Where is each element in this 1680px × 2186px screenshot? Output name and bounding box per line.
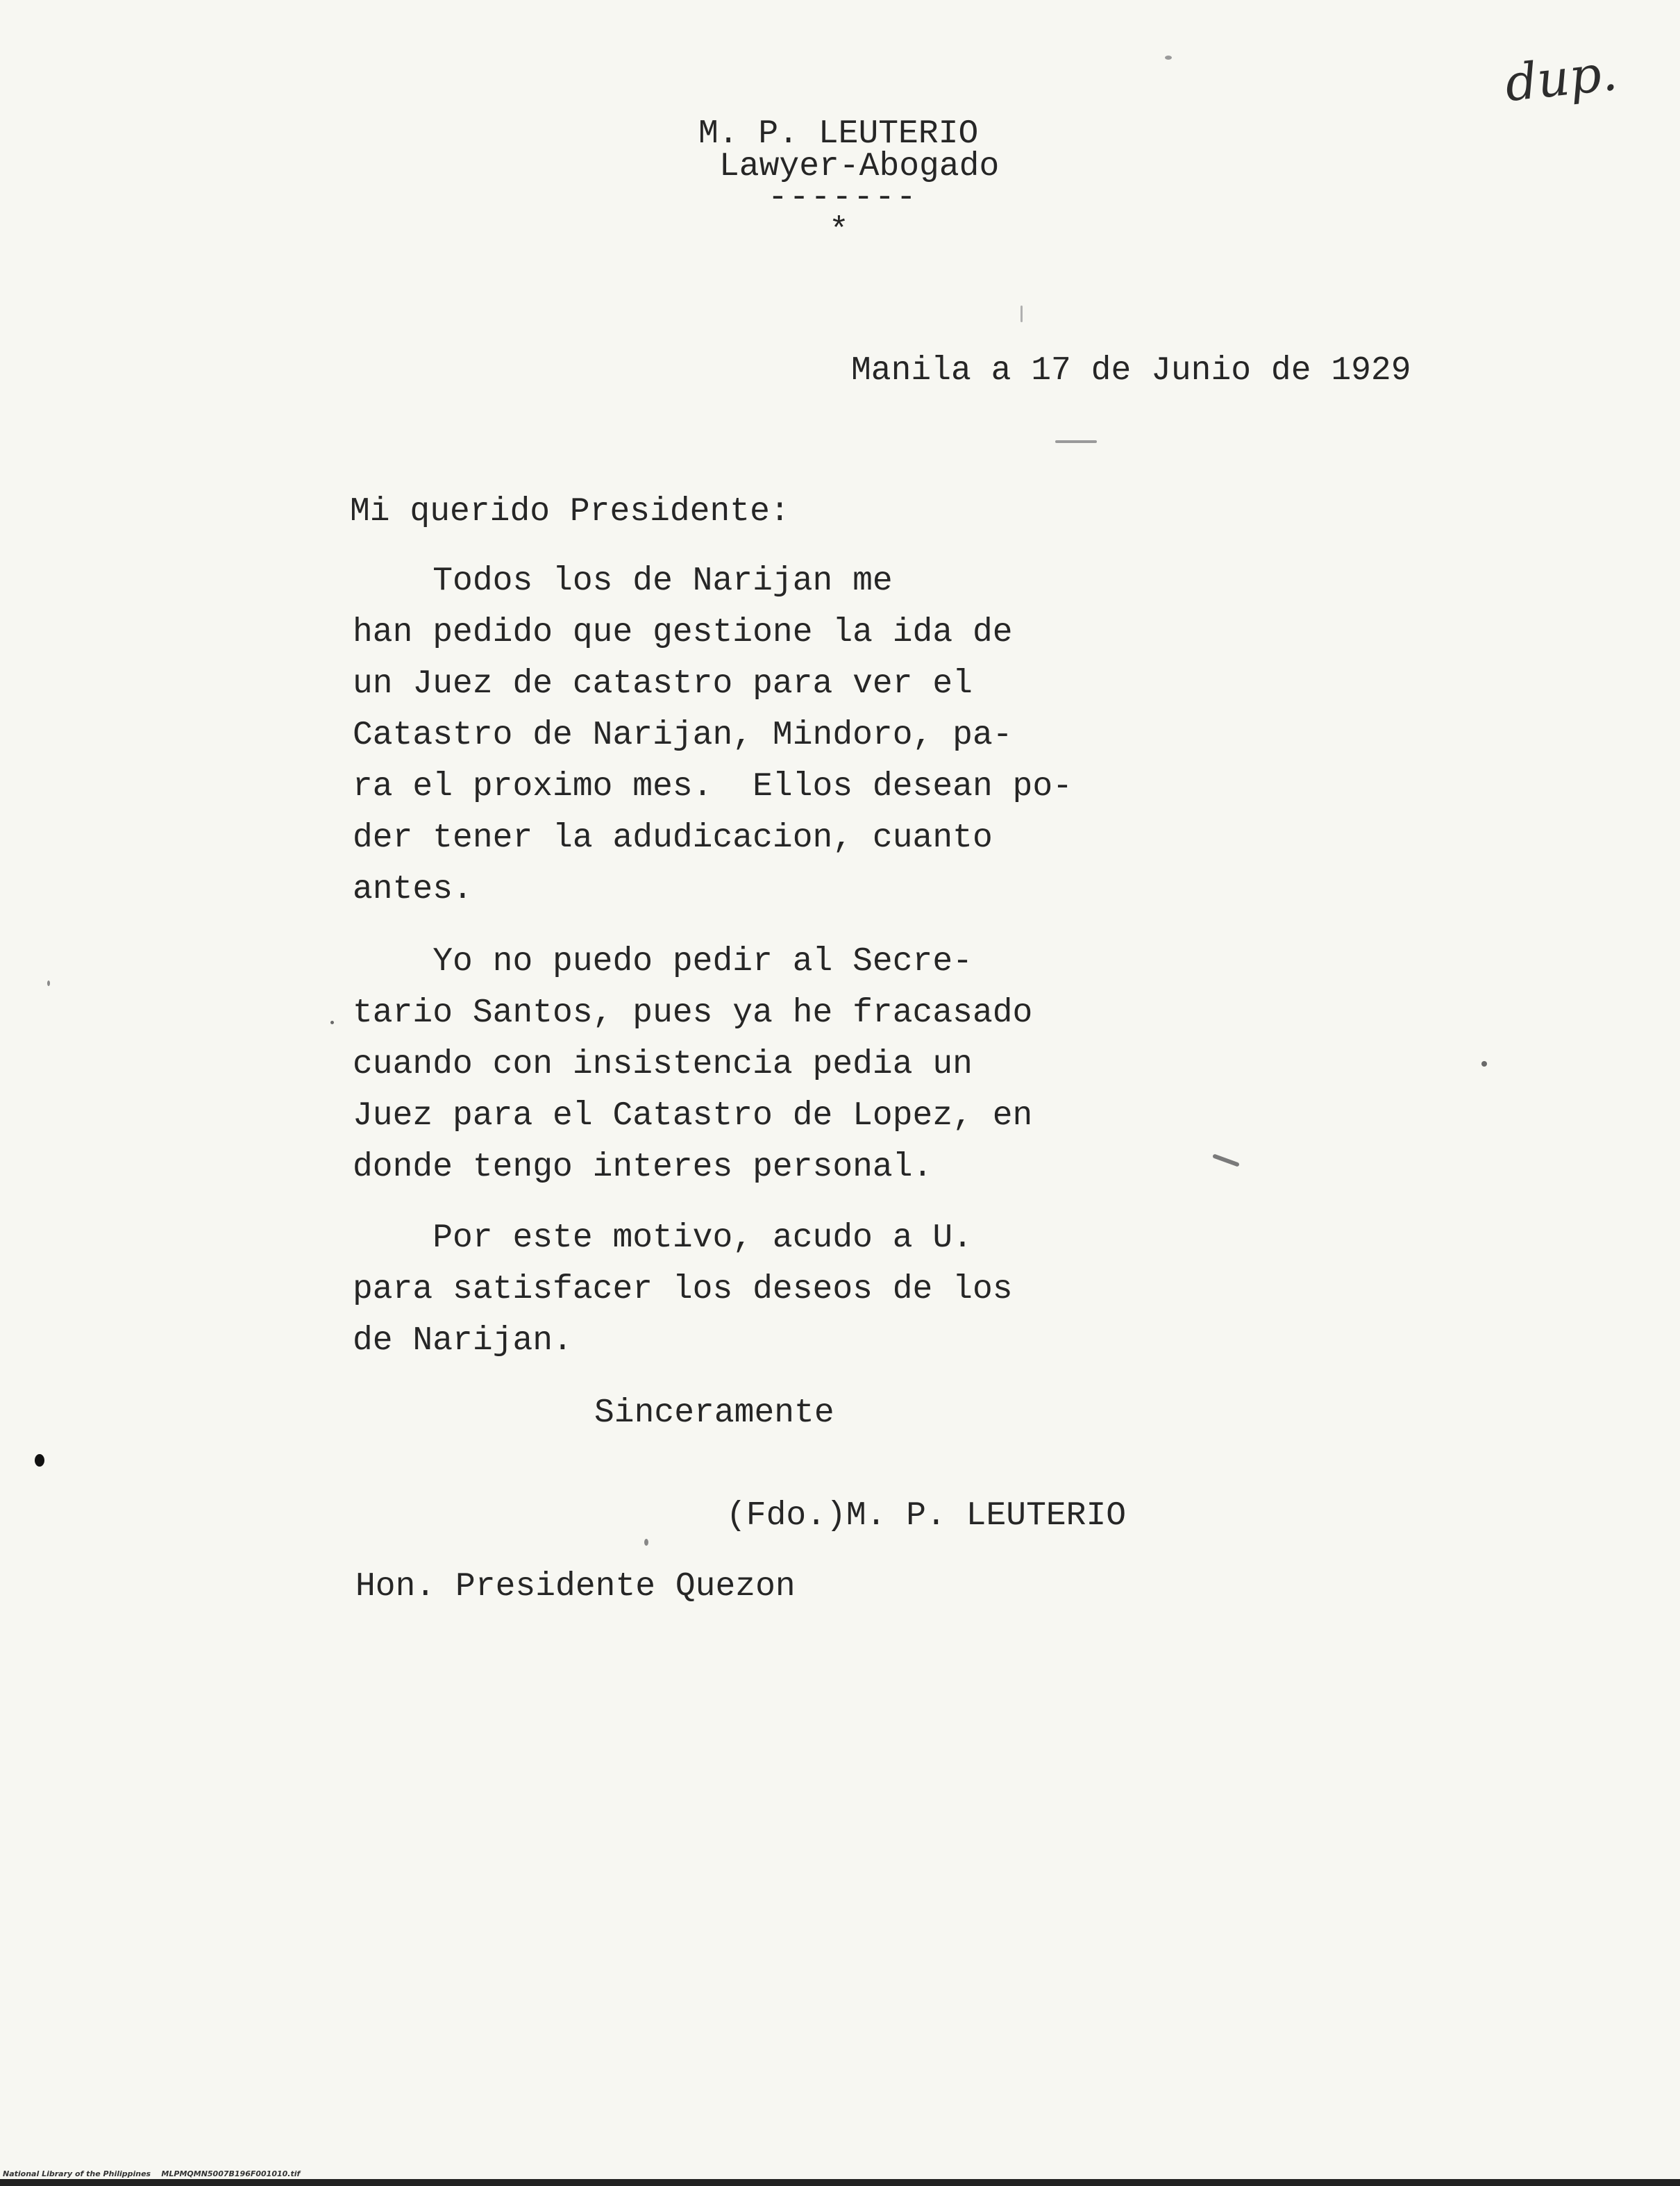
body-paragraph-1	[353, 556, 1073, 915]
paragraph-line: Todos los de Narijan me	[353, 562, 893, 600]
handwritten-annotation: dup.	[1502, 42, 1620, 113]
scan-speck	[47, 981, 50, 986]
letterhead-profession: Lawyer-Abogado	[719, 148, 1000, 185]
scan-speck	[1055, 440, 1097, 443]
paragraph-line: der tener la adudicacion, cuanto	[353, 819, 993, 857]
paragraph-line: tario Santos, pues ya he fracasado	[353, 994, 1033, 1032]
scan-speck	[1165, 56, 1172, 60]
addressee: Hon. Presidente Quezon	[355, 1568, 796, 1605]
paragraph-line: ra el proximo mes. Ellos desean po-	[353, 768, 1073, 806]
dateline: Manila a 17 de Junio de 1929	[851, 352, 1411, 390]
scan-speck	[35, 1454, 44, 1467]
signature: (Fdo.)M. P. LEUTERIO	[726, 1497, 1127, 1535]
scan-speck	[1020, 306, 1023, 322]
body-paragraph-2	[353, 936, 1032, 1193]
paragraph-line: para satisfacer los deseos de los	[353, 1271, 1013, 1308]
body-paragraph-3	[353, 1212, 1013, 1367]
paragraph-line: Yo no puedo pedir al Secre-	[353, 943, 973, 981]
letterhead-ornament: *	[829, 212, 849, 250]
archive-footer-note: National Library of the Philippines MLPMQMN5007B196F001010.tif	[3, 2169, 301, 2178]
paragraph-line: donde tengo interes personal.	[353, 1149, 933, 1186]
scan-speck	[330, 1021, 334, 1024]
paragraph-line: un Juez de catastro para ver el	[353, 665, 973, 703]
scan-speck	[1481, 1061, 1487, 1067]
scan-speck	[1212, 1153, 1240, 1167]
paragraph-line: Por este motivo, acudo a U.	[353, 1219, 973, 1257]
paragraph-line: antes.	[353, 871, 473, 908]
letterhead-rule: -------	[768, 179, 918, 217]
paragraph-line: Juez para el Catastro de Lopez, en	[353, 1097, 1033, 1135]
paragraph-line: cuando con insistencia pedia un	[353, 1046, 973, 1083]
paragraph-line: de Narijan.	[353, 1322, 573, 1360]
paragraph-line: han pedido que gestione la ida de	[353, 614, 1013, 651]
scan-speck	[644, 1539, 648, 1546]
scan-bottom-edge	[0, 2179, 1680, 2186]
paragraph-line: Catastro de Narijan, Mindoro, pa-	[353, 717, 1013, 754]
salutation: Mi querido Presidente:	[350, 493, 790, 531]
closing: Sinceramente	[594, 1394, 834, 1432]
letterhead-name: M. P. LEUTERIO	[698, 115, 979, 153]
